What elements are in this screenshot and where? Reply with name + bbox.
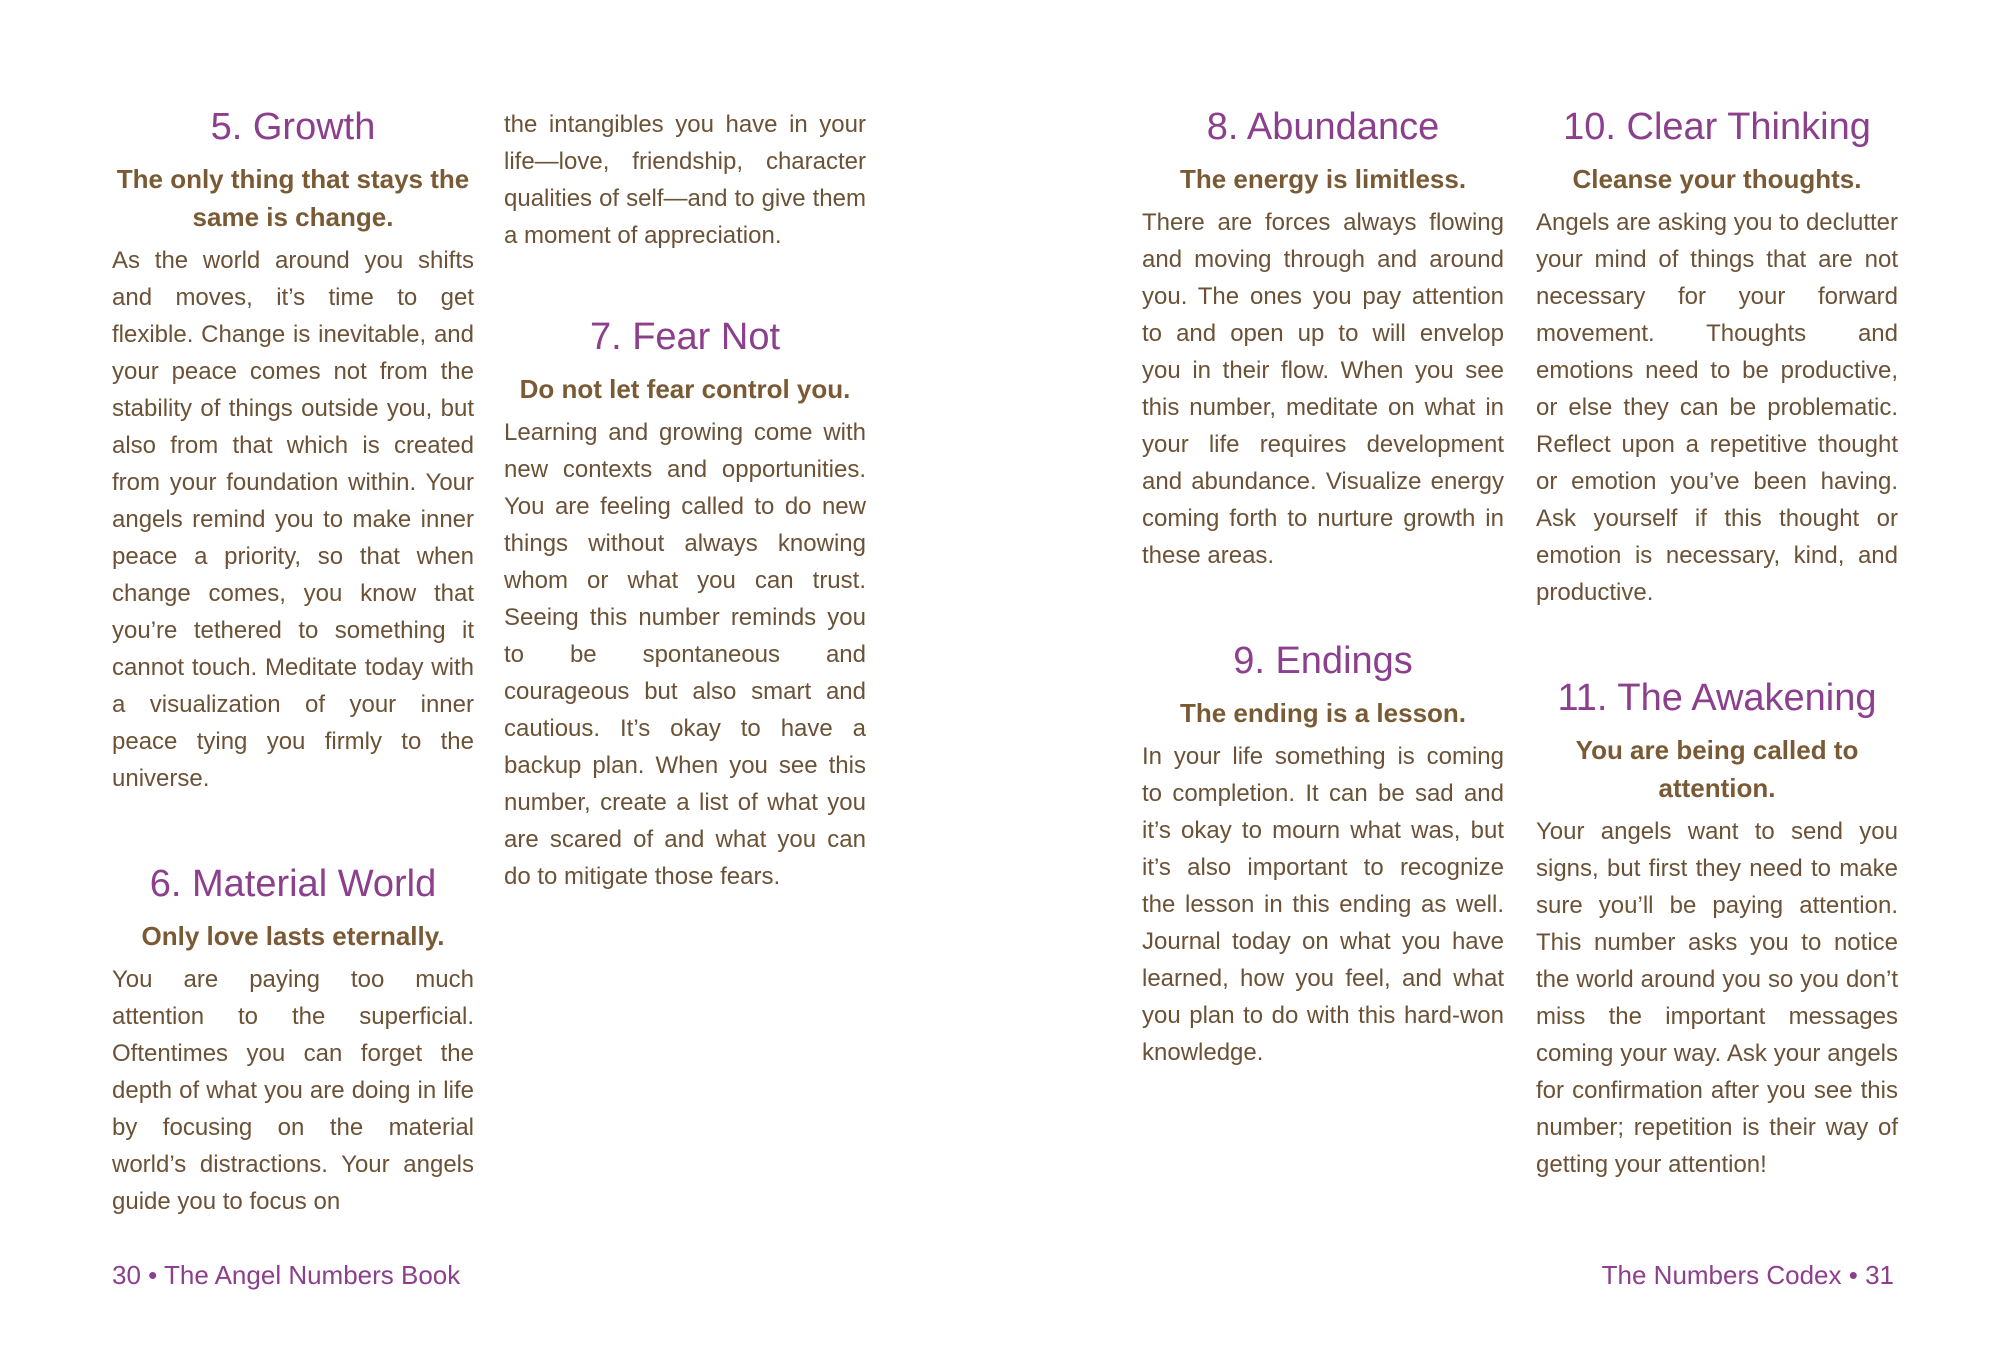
entry-body: Angels are asking you to declutter your mind of things that are not necessary for your forward movement. Thoughts and emotions need to be productive, or else they can be problematic. Reflect upon a repetitive thought or emotion you’ve been having. Ask yourself if this thought or emotion is necessary, kind, and productive. <box>1536 209 1898 606</box>
page-footer-left: 30 • The Angel Numbers Book <box>112 1260 461 1290</box>
entry-subtitle: Only love lasts eternally. <box>141 921 445 951</box>
entry-body: Your angels want to send you signs, but first they need to make sure you’ll be paying attention. This number asks you to notice the world around you so you don’t miss the important messages coming your way. Ask your angels for confirmation after you see this number; repetition is their way of getting your attention! <box>1536 818 1898 1178</box>
entry-fear-not <box>504 314 866 895</box>
page-footer-right: The Numbers Codex • 31 <box>1601 1260 1894 1290</box>
entry-material-world-continued <box>504 106 866 254</box>
entry-endings <box>1142 638 1504 1071</box>
entry-title: 5. Growth <box>210 106 376 148</box>
entry-abundance <box>1142 104 1504 574</box>
right-page-column-2 <box>1536 104 1898 1247</box>
entry-growth <box>112 104 474 797</box>
entry-body: There are forces always flowing and moving through and around you. The ones you pay attention to and open up to will envelop you in their flow. When you see this number, meditate on what in your life requires development and abundance. Visualize energy coming forth to nurture growth in these areas. <box>1142 209 1504 569</box>
entry-clear-thinking <box>1536 104 1898 611</box>
entry-subtitle: Cleanse your thoughts. <box>1572 164 1862 194</box>
entry-body: As the world around you shifts and moves, it’s time to get flexible. Change is inevitable, and your peace comes not from the stability of things outside you, but also from that which is created from your foundation within. Your angels remind you to make inner peace a priority, so that when change comes, you know that you’re tethered to something it cannot touch. Meditate today with a visualization of your inner peace tying you firmly to the universe. <box>112 247 474 792</box>
entry-material-world <box>112 861 474 1220</box>
entry-title: 8. Abundance <box>1206 106 1440 148</box>
entry-title: 11. The Awakening <box>1557 677 1877 719</box>
left-page-column-2 <box>504 106 866 959</box>
entry-body-continuation: the intangibles you have in your life—love, friendship, character qualities of self—and to give them a moment of appreciation. <box>504 111 866 249</box>
entry-title: 10. Clear Thinking <box>1563 106 1871 148</box>
left-page-column-1 <box>112 104 474 1284</box>
entry-body: You are paying too much attention to the superficial. Oftentimes you can forget the depth of what you are doing in life by focusing on the material world’s distractions. Your angels guide you to focus on <box>112 966 474 1215</box>
entry-the-awakening <box>1536 675 1898 1183</box>
entry-title: 7. Fear Not <box>589 316 781 358</box>
right-page <box>1000 0 2000 1363</box>
entry-subtitle: The ending is a lesson. <box>1179 698 1467 728</box>
entry-subtitle: The energy is limitless. <box>1179 164 1467 194</box>
entry-subtitle: The only thing that stays the same is change. <box>116 164 470 232</box>
entry-subtitle: You are being called to attention. <box>1575 735 1859 803</box>
entry-title: 9. Endings <box>1233 640 1413 682</box>
entry-title: 6. Material World <box>149 863 437 905</box>
entry-body: In your life something is coming to completion. It can be sad and it’s okay to mourn what was, but it’s also important to recognize the lesson in this ending as well. Journal today on what you have learned, how you feel, and what you plan to do with this hard-won knowledge. <box>1142 743 1504 1066</box>
entry-body: Learning and growing come with new contexts and opportunities. You are feeling called to do new things without always knowing whom or what you can trust. Seeing this number reminds you to be spontaneous and courageous but also smart and cautious. It’s okay to have a backup plan. When you see this number, create a list of what you are scared of and what you can do to mitigate those fears. <box>504 419 866 890</box>
right-page-column-1 <box>1142 104 1504 1135</box>
entry-subtitle: Do not let fear control you. <box>519 374 851 404</box>
